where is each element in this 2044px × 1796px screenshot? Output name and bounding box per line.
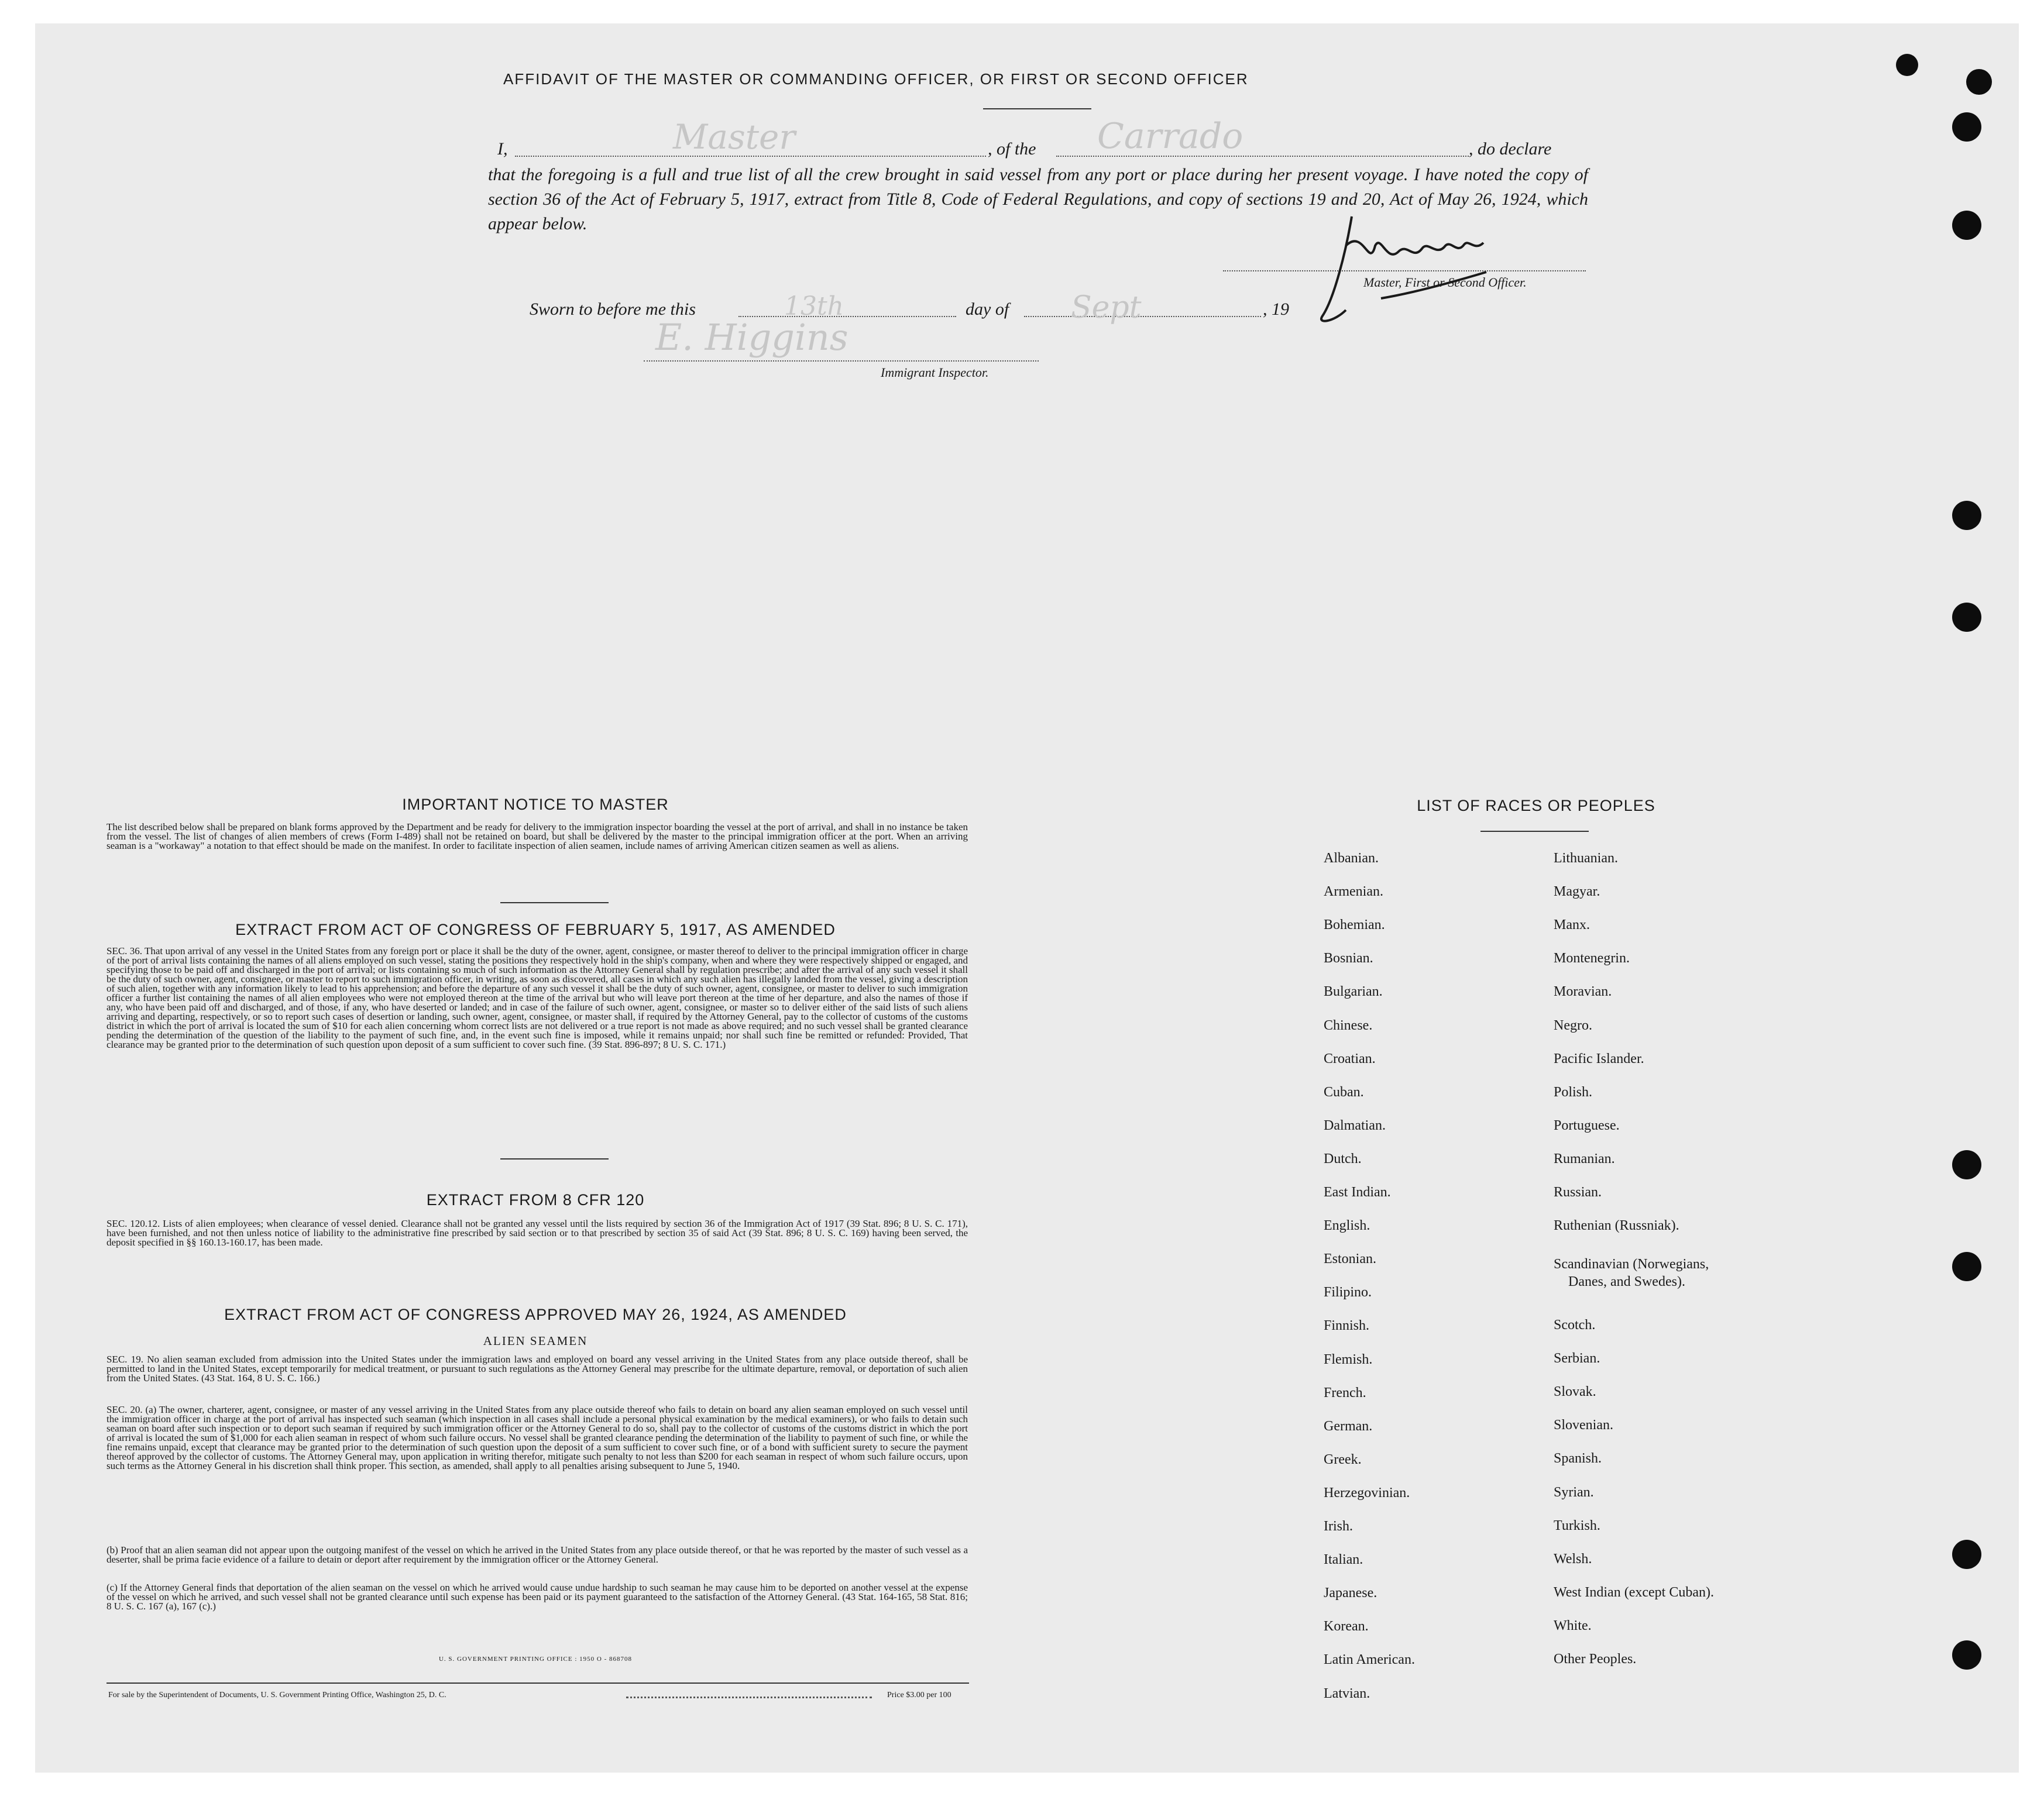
race-item: Dalmatian. [1324, 1117, 1386, 1133]
punch-hole [1952, 211, 1981, 240]
race-item: Korean. [1324, 1619, 1369, 1635]
race-item: Albanian. [1324, 851, 1379, 866]
extract-1917-title: EXTRACT FROM ACT OF CONGRESS OF FEBRUARY 5, 1917, AS AMENDED [235, 921, 836, 938]
race-item: Finnish. [1324, 1318, 1370, 1334]
extract-1924-sec20c: (c) If the Attorney General finds that deportation of the alien seaman on the vessel on which he arrived would cause undue hardship to such seaman he may cause him to be deported on another vessel at the expense of the vessel on which he arrived, and such vessel shall not be granted clearance until such expense has been paid or its payment guaranteed to the satisfaction of the Attorney General. (43 Stat. 164-165, 58 Stat. 816; 8 U. S. C. 167 (a), 167 (c).) [107, 1582, 968, 1612]
extract-1924-sec20a: SEC. 20. (a) The owner, charterer, agent, consignee, or master of any vessel arriving in the United States from any place outside thereof who fails to detain on board any alien seaman employed on such vessel until the immigration officer in charge at the port of arrival has inspected such seaman (which inspection in all cases shall include a personal physical examination by the medical examiners), or who fails to detain such seaman on board after such inspection or to deport such seaman if required by such immigration officer or the Attorney General to do so, shall pay to the collector of customs of the customs district in which the port of arrival is located the sum of $1,000 for each alien seaman in respect of whom such failure occurs. No vessel shall be granted clearance pending the determination of the liability to payment of such fine, or while the fine remains unpaid, except that clearance may be granted prior to the determination of such question upon the deposit of a sum sufficient to cover such fine, or of a bond with sufficient surety to secure the payment thereof approved by the collector of customs. The Attorney General may, upon application in writing therefor, mitigate such penalty to not less than $200 for each seaman in respect of whom such failure occurs, upon such terms as the Attorney General in his discretion shall think proper. This section, as amended, shall apply to all penalties arising subsequent to June 5, 1940. [107, 1404, 968, 1471]
race-item: Estonian. [1324, 1251, 1376, 1267]
race-item: Syrian. [1554, 1484, 1594, 1500]
extract-1917-text: SEC. 36. That upon arrival of any vessel in the United States from any foreign port or place it shall be the duty of the owner, agent, consignee, or master thereof to deliver to the principal immigration officer in charge of the port of arrival lists containing the names of all aliens employed on such vessel, stating the positions they respectively hold in the ship's company, when and where they were respectively shipped or engaged, and specifying those to be paid off and discharged in the port of arrival; or lists containing so much of such information as the Attorney General shall by regulation prescribe; and after the arrival of any such vessel it shall be the duty of such owner, agent, consignee, or master to report to such immigration officer, in writing, as soon as discovered, all cases in which any such alien has illegally landed from the vessel, giving a description of such alien, together with any information likely to lead to his apprehension; and before the departure of any such vessel it shall be the duty of such owner, agent, consignee, or master to deliver to such immigration officer a further list containing the names of all alien employees who were not employed thereon at the time of the arrival but who will leave port thereon at the time of her departure, and also the names of those if any, who have been paid off and discharged, and of those, if any, who have deserted or landed; and in case of the failure of such owner, agent, consignee, or master so to deliver either of the said lists of such aliens arriving and departing, respectively, or so to report such cases of desertion or landing, such owner, agent, consignee, or master shall, if required by the Attorney General, pay to the collector of customs of the customs district in which the port of arrival is located the sum of $10 for each alien concerning whom correct lists are not delivered or a true report is not made as above required; and no such vessel shall be granted clearance pending the determination of the question of the liability to the payment of such fine, and, in the event such fine is imposed, while it remains unpaid; nor shall such fine be remitted or refunded: Provided, That clearance may be granted prior to the determination of such question upon deposit of a sum sufficient to cover such fine. (39 Stat. 896-897; 8 U. S. C. 171.) [107, 945, 968, 1050]
race-item: Herzegovinian. [1324, 1485, 1410, 1501]
race-item: Spanish. [1554, 1451, 1602, 1467]
race-item: Flemish. [1324, 1351, 1373, 1367]
declarant-name-handwriting: Master [673, 117, 796, 157]
race-item: Pacific Islander. [1554, 1051, 1644, 1066]
race-item: Serbian. [1554, 1351, 1600, 1367]
race-item: Manx. [1554, 917, 1590, 933]
race-item: Armenian. [1324, 884, 1383, 900]
race-item: Rumanian. [1554, 1151, 1615, 1167]
race-item: Danes, and Swedes). [1568, 1274, 1685, 1289]
footer-rule [107, 1683, 969, 1684]
race-item: Negro. [1554, 1017, 1592, 1033]
punch-hole [1952, 1150, 1981, 1179]
race-item: Scotch. [1554, 1317, 1596, 1333]
race-item: West Indian (except Cuban). [1554, 1584, 1714, 1600]
race-item: Portuguese. [1554, 1117, 1620, 1133]
sworn-day-label: day of [966, 300, 1009, 319]
punch-hole [1952, 112, 1981, 142]
sworn-prefix: Sworn to before me this [530, 300, 696, 319]
race-item: Italian. [1324, 1552, 1363, 1568]
divider [500, 902, 609, 903]
vessel-name-handwriting: Carrado [1097, 116, 1243, 157]
race-item: Scandinavian (Norwegians, [1554, 1257, 1709, 1272]
sworn-month-handwriting: Sept [1071, 290, 1142, 325]
race-item: Cuban. [1324, 1084, 1364, 1100]
punch-hole [1952, 501, 1981, 530]
race-item: Ruthenian (Russniak). [1554, 1218, 1679, 1234]
race-item: English. [1324, 1218, 1370, 1234]
races-title: LIST OF RACES OR PEOPLES [1417, 797, 1655, 814]
race-item: Bulgarian. [1324, 984, 1383, 1000]
race-item: Slovak. [1554, 1384, 1596, 1400]
race-item: French. [1324, 1385, 1366, 1401]
race-item: Slovenian. [1554, 1417, 1613, 1433]
race-item: Filipino. [1324, 1285, 1372, 1300]
race-item: German. [1324, 1418, 1373, 1434]
divider [983, 108, 1091, 109]
document-sheet [35, 23, 2019, 1773]
race-item: Croatian. [1324, 1051, 1376, 1066]
divider [500, 1158, 609, 1160]
extract-1924-sec19: SEC. 19. No alien seaman excluded from admission into the United States under the immigration laws and employed on board any vessel arriving in the United States from any place outside thereof, shall be permitted to land in the United States, except temporarily for medical treatment, or pursuant to such regulations as the Attorney General may prescribe for the ultimate departure, removal, or deportation of such alien from the United States. (43 Stat. 164, 8 U. S. C. 166.) [107, 1354, 968, 1384]
sworn-month-field[interactable] [1024, 316, 1261, 317]
race-item: Russian. [1554, 1185, 1602, 1200]
race-item: Latin American. [1324, 1652, 1415, 1668]
inspector-caption: Immigrant Inspector. [881, 365, 989, 380]
race-item: Bohemian. [1324, 917, 1385, 933]
race-item: White. [1554, 1618, 1592, 1633]
extract-1924-title: EXTRACT FROM ACT OF CONGRESS APPROVED MAY 26, 1924, AS AMENDED [224, 1306, 847, 1323]
punch-hole [1952, 1640, 1981, 1670]
price-note: Price $3.00 per 100 [887, 1691, 951, 1699]
printing-office-note: U. S. GOVERNMENT PRINTING OFFICE : 1950 O - 868708 [438, 1656, 632, 1663]
extract-1924-subtitle: ALIEN SEAMEN [483, 1334, 588, 1348]
signature-mark [1311, 211, 1504, 328]
extract-cfr-title: EXTRACT FROM 8 CFR 120 [426, 1191, 645, 1209]
sworn-day-handwriting: 13th [784, 291, 844, 321]
punch-hole [1966, 69, 1992, 95]
declare-text: , do declare [1469, 139, 1552, 159]
race-item: Montenegrin. [1554, 951, 1630, 966]
race-item: Turkish. [1554, 1518, 1600, 1533]
inspector-signature-line[interactable] [644, 360, 1039, 362]
race-item: Other Peoples. [1554, 1652, 1637, 1667]
notice-title: IMPORTANT NOTICE TO MASTER [402, 796, 669, 813]
race-item: Moravian. [1554, 984, 1612, 1000]
affidavit-title: AFFIDAVIT OF THE MASTER OR COMMANDING OFFICER, OR FIRST OR SECOND OFFICER [503, 70, 1249, 88]
declaration-text: that the foregoing is a full and true list of all the crew brought in said vessel from any port or place during her present voyage. I have noted the copy of section 36 of the Act of February 5, 1917, extract from Title 8, Code of Federal Regulations, and copy of sections 19 and 20, Act of May 26, 1924, which appear below. [488, 165, 1588, 233]
extract-1924-sec20b: (b) Proof that an alien seaman did not appear upon the outgoing manifest of the vessel on which he arrived in the United States from any place outside thereof, or that he was reported by the master of such vessel as a deserter, shall be prima facie evidence of a failure to detain or deport after requirement by the immigration officer or the Attorney General. [107, 1544, 968, 1565]
for-sale-note: For sale by the Superintendent of Documents, U. S. Government Printing Office, Washington 25, D. C. [108, 1691, 446, 1699]
punch-hole [1896, 54, 1918, 76]
vessel-label: , of the [988, 139, 1036, 159]
race-item: Bosnian. [1324, 951, 1373, 966]
race-item: Chinese. [1324, 1017, 1373, 1033]
signature-caption: Master, First or Second Officer. [1363, 275, 1527, 290]
race-item: Lithuanian. [1554, 851, 1618, 866]
sworn-year-prefix: , 19 [1263, 300, 1289, 319]
race-item: Latvian. [1324, 1685, 1370, 1701]
race-item: East Indian. [1324, 1185, 1391, 1200]
race-item: Greek. [1324, 1451, 1362, 1467]
punch-hole [1952, 603, 1981, 632]
extract-cfr-text: SEC. 120.12. Lists of alien employees; when clearance of vessel denied. Clearance shall not be granted any vessel until the lists required by section 36 of the Immigration Act of 1917 (39 Stat. 896; 8 U. S. C. 171), have been furnished, and not then unless notice of liability to the administrative fine prescribed by said section or to that prescribed by section 35 of said Act (39 Stat. 896; 8 U. S. C. 169) having been served, the deposit specified in §§ 160.13-160.17, has been made. [107, 1218, 968, 1248]
race-item: Dutch. [1324, 1151, 1362, 1167]
divider [1480, 831, 1589, 832]
declarant-prefix: I, [497, 139, 508, 159]
footer-leader-dots [626, 1697, 872, 1698]
notice-text: The list described below shall be prepared on blank forms approved by the Department and be ready for delivery to the immigration inspector boarding the vessel at the port of arrival, and shall in no instance be taken from the vessel. The list of changes of alien members of crews (Form I-489) shall not be retained on board, but shall be delivered by the master to the principal immigration officer at the port. When an arriving seaman is a "workaway" a notation to that effect should be made on the manifest. In order to facilitate inspection of alien seamen, include names of arriving American citizen seamen as well as aliens. [107, 821, 968, 851]
race-item: Welsh. [1554, 1551, 1592, 1567]
punch-hole [1952, 1252, 1981, 1281]
race-item: Polish. [1554, 1084, 1593, 1100]
race-item: Irish. [1324, 1519, 1353, 1534]
race-item: Magyar. [1554, 884, 1600, 900]
punch-hole [1952, 1540, 1981, 1569]
inspector-handwriting: E. Higgins [655, 316, 848, 359]
race-item: Japanese. [1324, 1585, 1377, 1601]
